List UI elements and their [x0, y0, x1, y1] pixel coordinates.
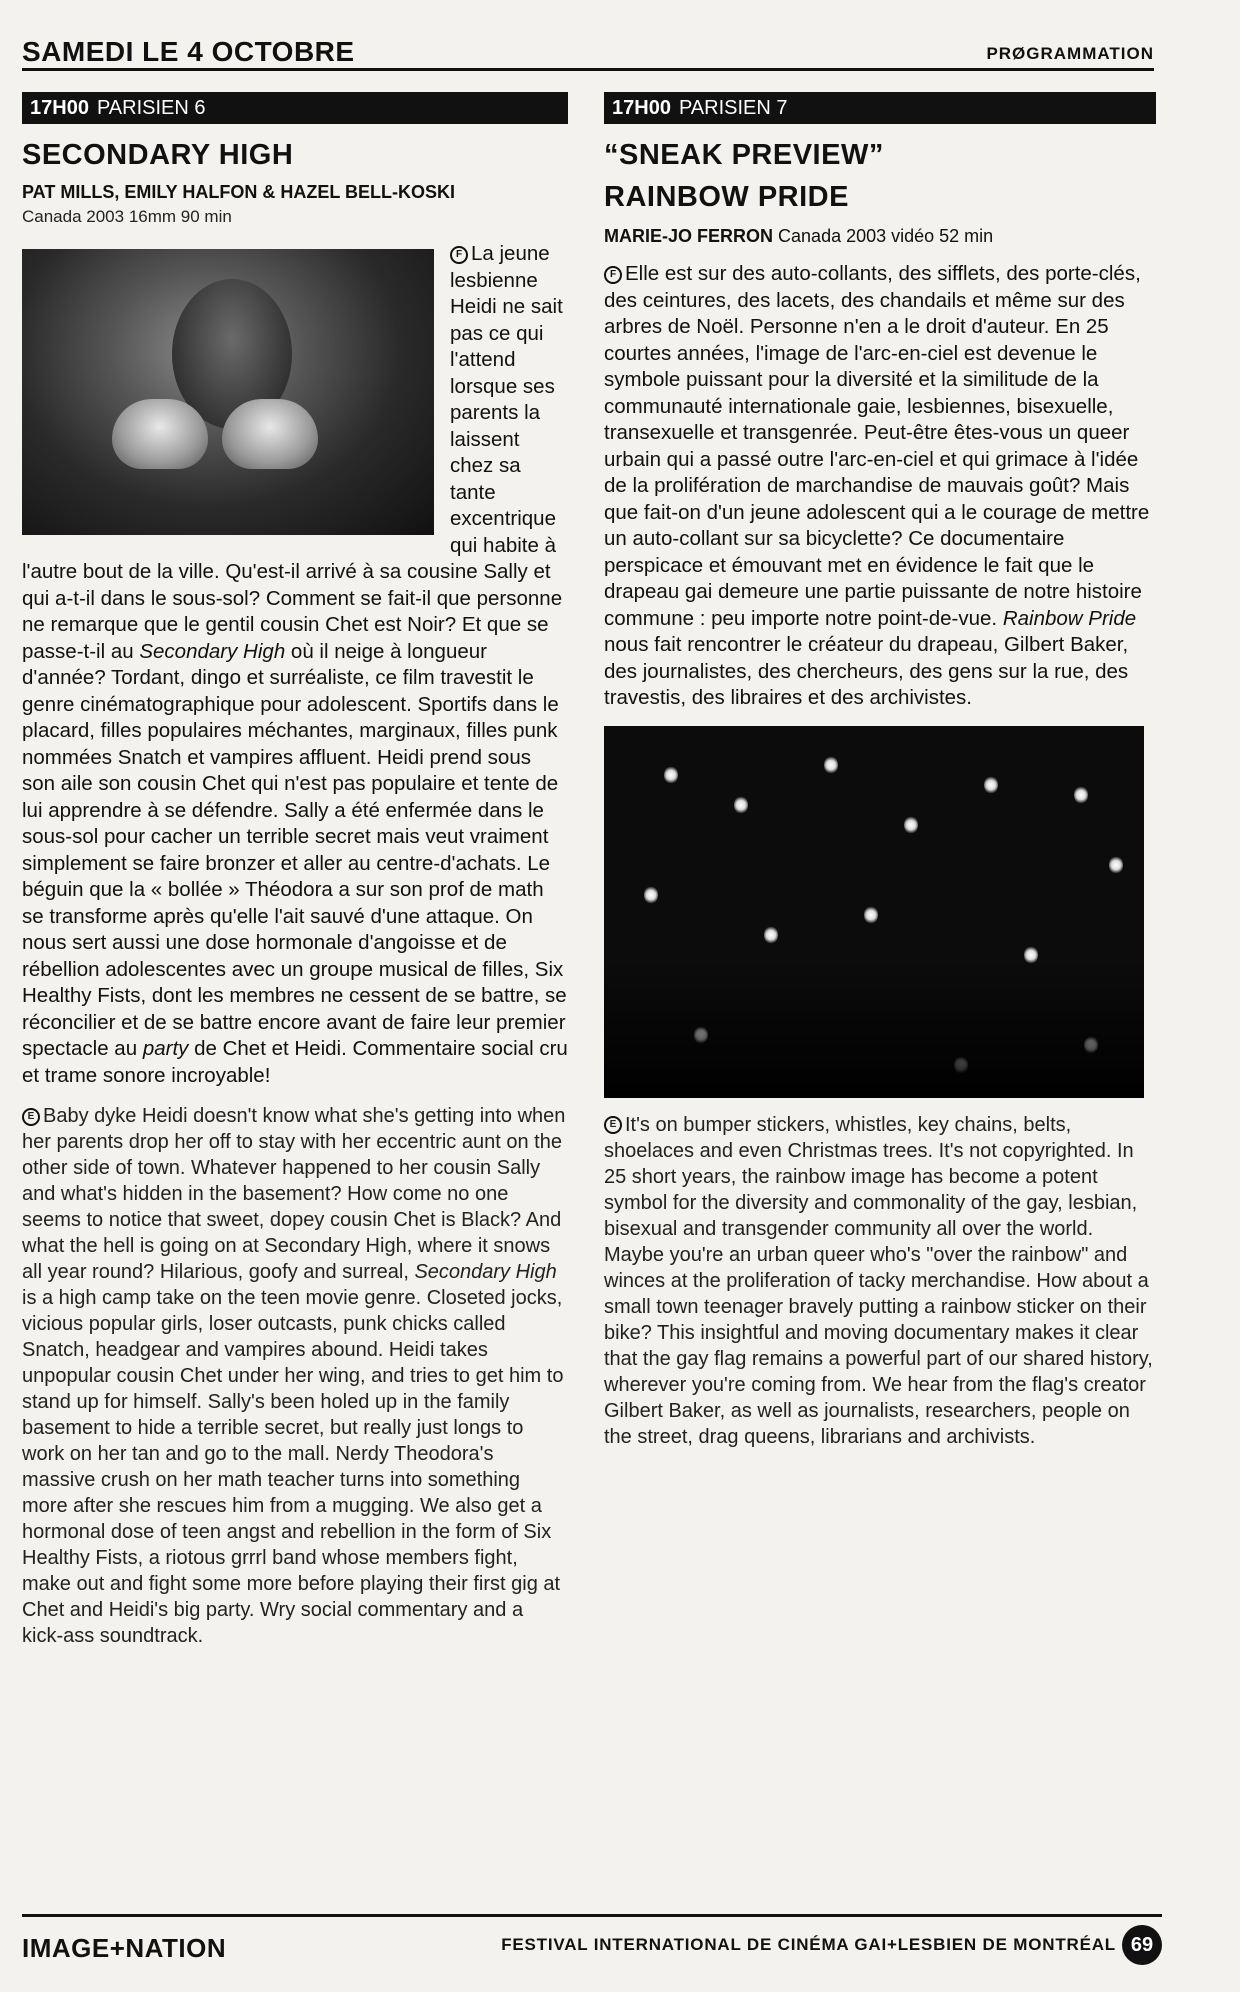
- synopsis-french: [22, 241, 568, 1089]
- synopsis-fr-part-b: nous fait rencontrer le créateur du drapeau, Gilbert Baker, des journalistes, des chercheurs, des gens sur la rue, des travestis, des libraires et des archivistes.: [604, 633, 1129, 709]
- synopsis-english: [604, 1112, 1156, 1450]
- film-title-line-2: RAINBOW PRIDE: [604, 181, 849, 213]
- synopsis-en-part-a: Baby dyke Heidi doesn't know what she's getting into when her parents drop her off to stay with her eccentric aunt on the other side of town. Whatever happened to her cousin Sally and what's hidden in the basement? How come no one seems to notice that sweet, dopey cousin Chet is Black? And what the hell is going on at Secondary High, where it snows all year round? Hilarious, goofy and surreal,: [22, 1105, 566, 1283]
- screening-time: 17H00: [30, 97, 89, 119]
- film-still-crowd-icon: [604, 726, 1144, 1098]
- film-meta: Canada 2003 16mm 90 min: [22, 207, 232, 226]
- film-credits: [604, 226, 1156, 247]
- film-still-fists-icon: [22, 249, 434, 535]
- synopsis-fr-party-italic: party: [142, 1037, 189, 1060]
- page-footer: [22, 1914, 1162, 1963]
- film-meta: Canada 2003 vidéo 52 min: [778, 226, 994, 246]
- film-title: SECONDARY HIGH: [22, 139, 294, 171]
- synopsis-en-part-b: is a high camp take on the teen movie genre. Closeted jocks, vicious popular girls, loser outcasts, punk chicks called Snatch, headgear and vampires abound. Heidi takes unpopular cousin Chet under her wing, and tries to get him to stand up for himself. Sally's been holed up in the family basement to hide a terrible secret, but really just longs to work on her tan and go to the mall. Nerdy Theodora's massive crush on her math teacher turns into something more after she rescues him from a mugging. We also get a hormonal dose of teen angst and rebellion in the form of Six Healthy Fists, a riotous grrrl band whose members fight, make out and fight some more before playing their first gig at Chet and Heidi's big party. Wry social commentary and a kick-ass soundtrack.: [22, 1287, 564, 1647]
- footer-brand: IMAGE+NATION: [22, 1933, 227, 1963]
- synopsis-fr-title-italic: Rainbow Pride: [1002, 606, 1137, 630]
- screening-time: 17H00: [612, 97, 671, 119]
- synopsis-fr-title-italic: Secondary High: [139, 639, 286, 663]
- film-director: MARIE-JO FERRON: [604, 226, 774, 246]
- synopsis-english: [22, 1103, 568, 1649]
- screening-left: [22, 92, 568, 1649]
- header-date: SAMEDI LE 4 OCTOBRE: [22, 36, 355, 67]
- french-flag-icon: F: [604, 266, 622, 284]
- page-header: [22, 36, 1154, 71]
- synopsis-fr-part-c: de Chet et Heidi. Commentaire social cru et trame sonore incroyable!: [22, 1037, 568, 1087]
- screening-right: [604, 92, 1156, 1450]
- screening-time-bar: [604, 92, 1156, 124]
- film-credits: PAT MILLS, EMILY HALFON & HAZEL BELL-KOSKI: [22, 182, 456, 202]
- screening-venue: PARISIEN 7: [678, 97, 788, 119]
- french-flag-icon: F: [450, 246, 468, 264]
- footer-festival-name: FESTIVAL INTERNATIONAL DE CINÉMA GAI+LESBIEN DE MONTRÉAL: [501, 1935, 1116, 1954]
- film-title-line-1: “SNEAK PREVIEW”: [604, 139, 884, 171]
- synopsis-fr-part-a: Elle est sur des auto-collants, des sifflets, des porte-clés, des ceintures, des lacets, des chandails et même sur des arbres de Noël. Personne n'en a le droit d'auteur. En 25 courtes années, l'image de l'arc-en-ciel est devenue le symbole puissant pour la diversité et la similitude de la communauté internationale gaie, lesbiennes, bisexuelle, transexuelle et transgenrée. Peut-être êtes-vous un queer urbain qui a passé outre l'arc-en-ciel et qui grimace à l'idée de la prolifération de marchandise de mauvais goût? Mais que fait-on d'un jeune adolescent qui a le courage de mettre un auto-collant sur sa bicyclette? Ce documentaire perspicace et émouvant met en évidence le fait que le drapeau gai demeure une partie puissante de notre histoire commune : peu importe notre point-de-vue.: [604, 262, 1150, 630]
- screening-venue: PARISIEN 6: [96, 97, 206, 119]
- page-number: 69: [1122, 1925, 1162, 1965]
- english-flag-icon: E: [22, 1108, 40, 1126]
- synopsis-french: [604, 261, 1156, 712]
- english-flag-icon: E: [604, 1116, 622, 1134]
- header-section: PRØGRAMMATION: [986, 44, 1154, 63]
- synopsis-fr-part-b: où il neige à longueur d'année? Tordant, dingo et surréaliste, ce film travestit le genre cinématographique pour adolescent. Sportifs dans le placard, filles populaires méchantes, marginaux, filles punk nommées Snatch et vampires affluent. Heidi prend sous son aile son cousin Chet qui n'est pas populaire et tente de lui apprendre à se défendre. Sally a été enfermée dans le sous-sol pour cacher un terrible secret mais veut vraiment simplement se faire bronzer et aller au centre-d'achats. Le béguin que la « bollée » Théodora a sur son prof de math se transforme après qu'elle l'ait sauvé d'une attaque. On nous sert aussi une dose hormonale d'angoisse et de rébellion adolescentes avec un groupe musical de filles, Six Healthy Fists, dont les membres ne cessent de se battre, se réconcilier et de se battre encore avant de faire leur premier spectacle au: [22, 639, 567, 1060]
- synopsis-en-title-italic: Secondary High: [414, 1261, 557, 1283]
- synopsis-en: It's on bumper stickers, whistles, key chains, belts, shoelaces and even Christmas trees. It's not copyrighted. In 25 short years, the rainbow image has become a potent symbol for the diversity and commonality of the gay, lesbian, bisexual and transgender community all over the world. Maybe you're an urban queer who's "over the rainbow" and winces at the proliferation of tacky merchandise. How about a small town teenager bravely putting a rainbow sticker on their bike? This insightful and moving documentary makes it clear that the gay flag remains a powerful part of our shared history, wherever you're coming from. We hear from the flag's creator Gilbert Baker, as well as journalists, researchers, people on the street, drag queens, librarians and archivists.: [604, 1113, 1153, 1448]
- screening-time-bar: [22, 92, 568, 124]
- synopsis-fr-part-a: La jeune lesbienne Heidi ne sait pas ce qui l'attend lorsque ses parents la laissent chez sa tante excentrique qui habite à l'autre bout de la ville. Qu'est-il arrivé à sa cousine Sally et qui a-t-il dans le sous-sol? Comment se fait-il que personne ne remarque que le gentil cousin Chet est Noir? Et que se passe-t-il au: [22, 242, 563, 663]
